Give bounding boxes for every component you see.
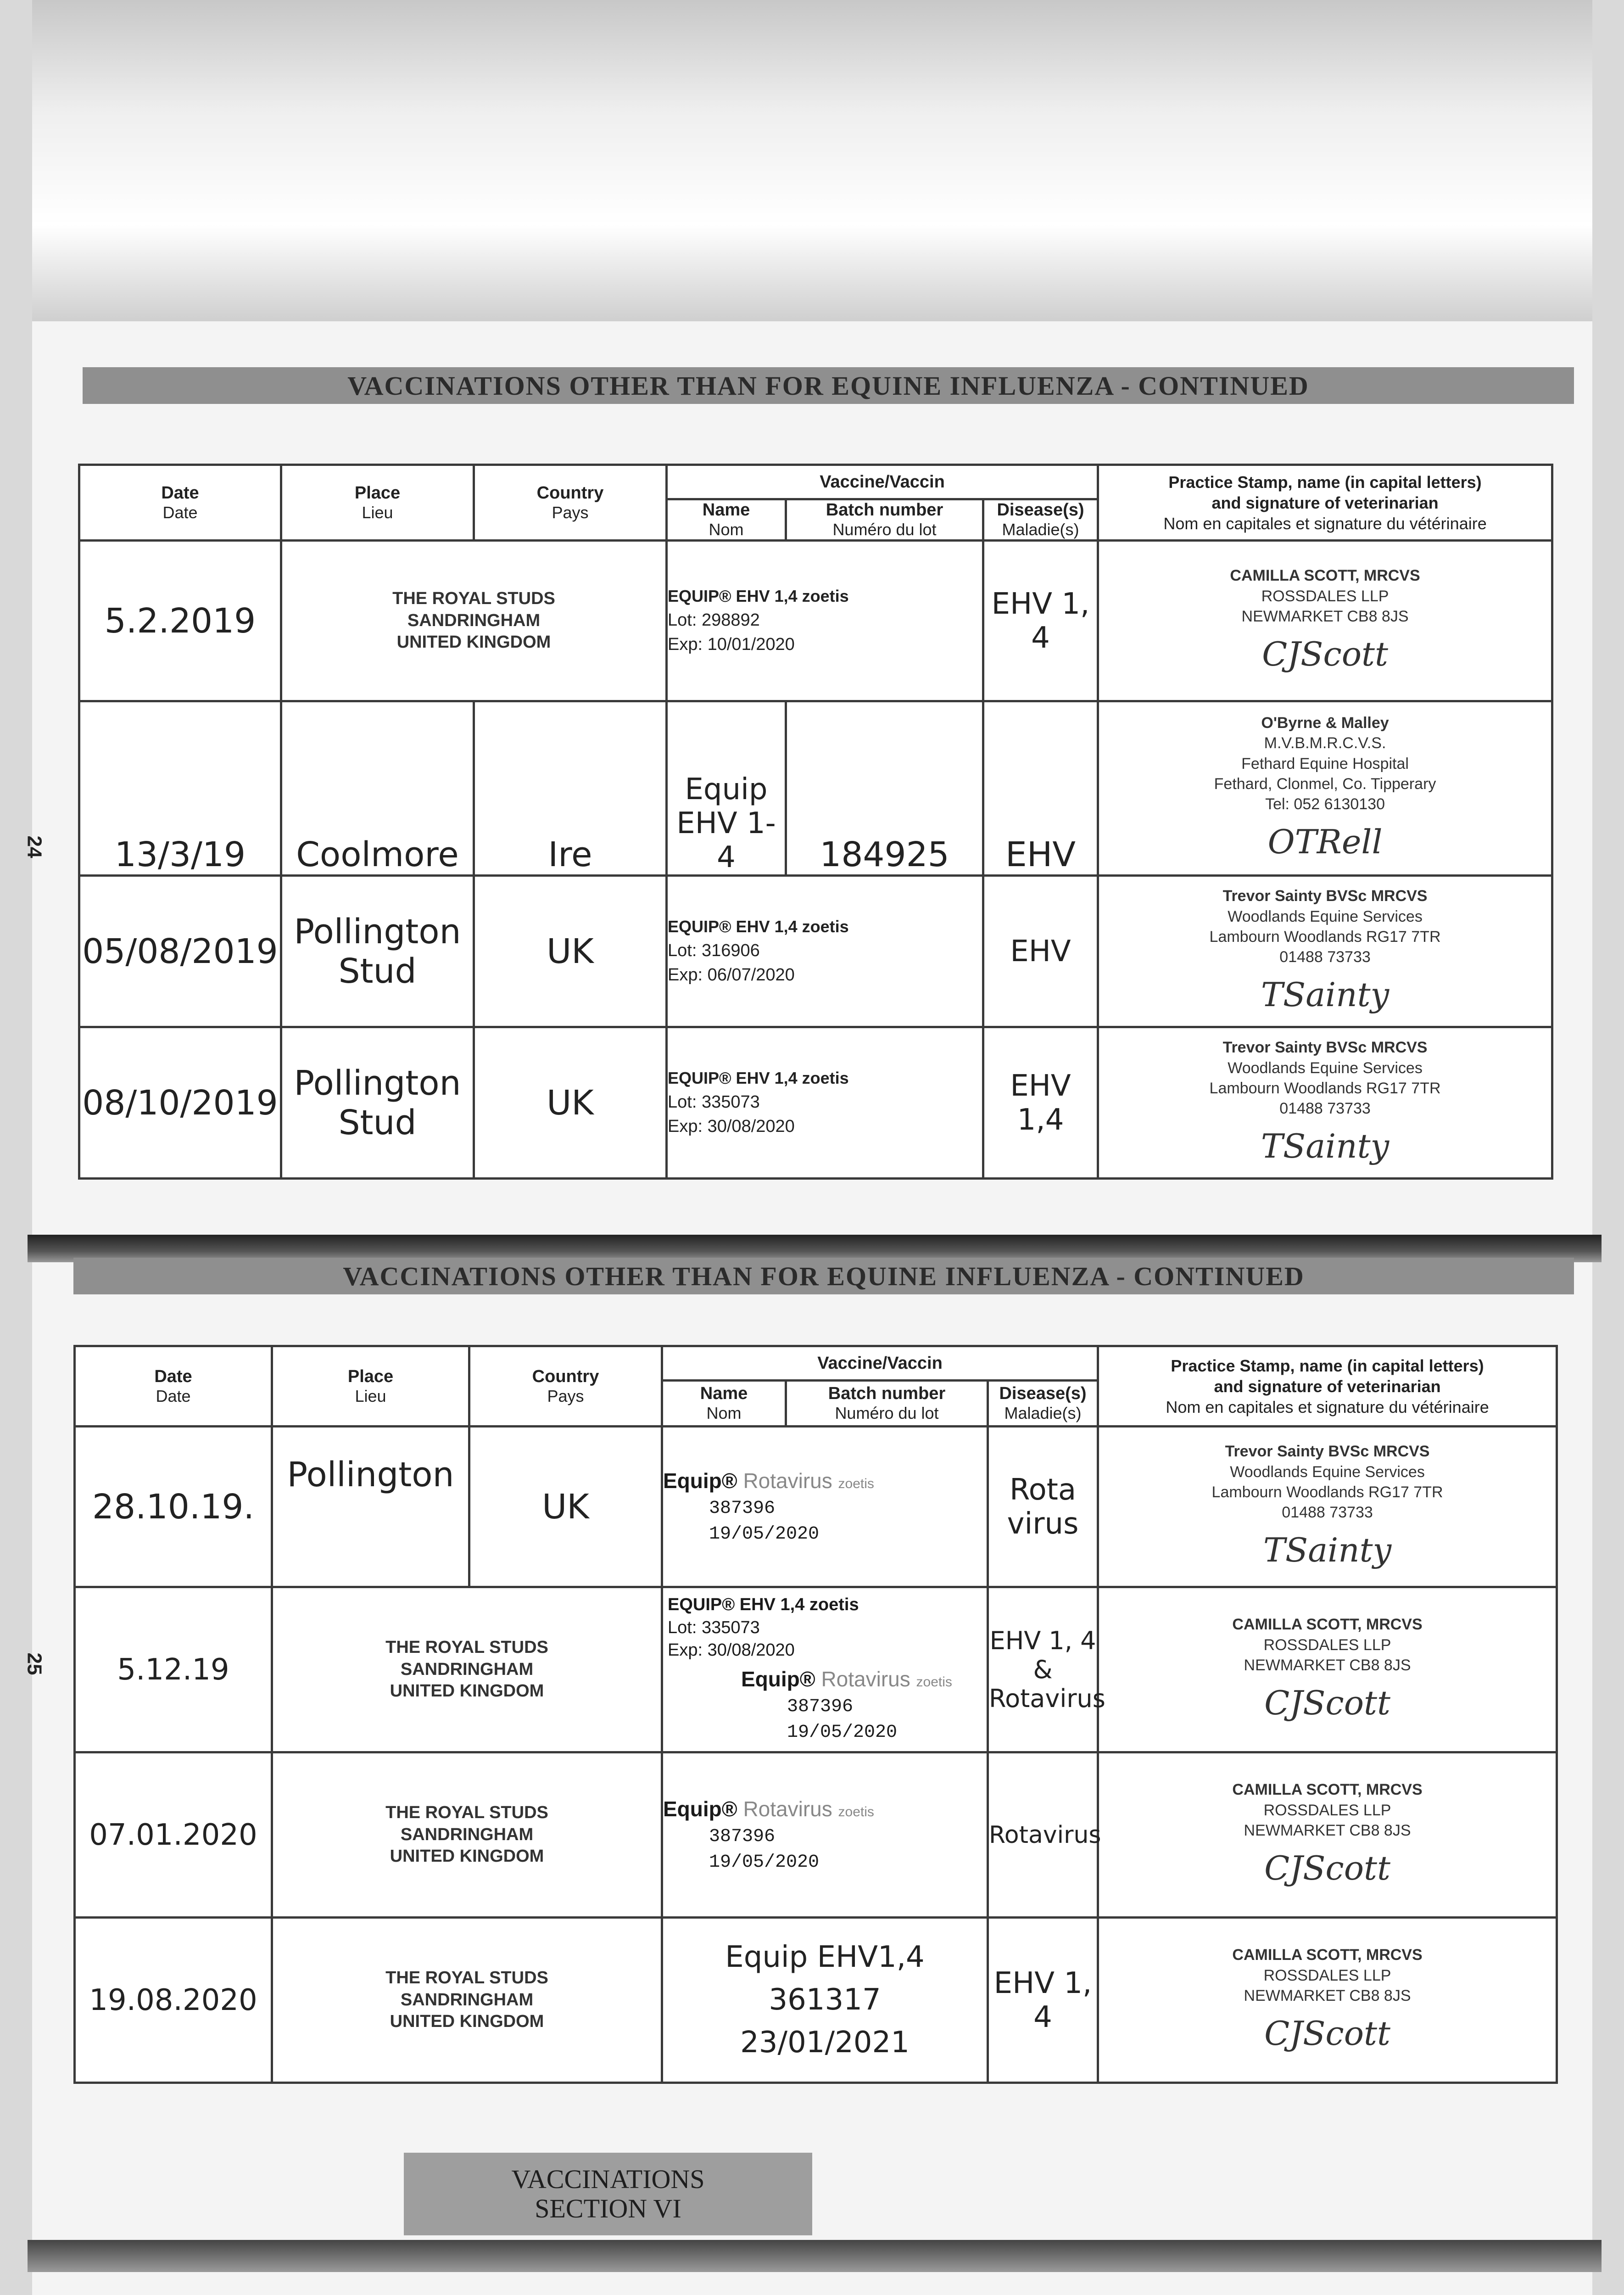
row-disease: Rotavirus: [988, 1752, 1098, 1918]
row-vet-stamp: O'Byrne & Malley M.V.B.M.R.C.V.S. Fethard Equine Hospital Fethard, Clonmel, Co. Tipperary Tel: 052 6130130 OTRell: [1098, 701, 1552, 876]
vet-signature: TSainty: [1263, 1531, 1392, 1570]
row-vaccine-stamp: EQUIP® EHV 1,4 zoetis Lot: 316906 Exp: 06/07/2020: [667, 876, 983, 1027]
row-place-stamp: THE ROYAL STUDS SANDRINGHAM UNITED KINGDOM: [272, 1587, 662, 1752]
row-disease: EHV 1, 4 & Rotavirus: [988, 1587, 1098, 1752]
row-vet-stamp: CAMILLA SCOTT, MRCVS ROSSDALES LLP NEWMARKET CB8 8JS CJScott: [1098, 1918, 1557, 2083]
page-bottom-edge: [28, 2240, 1602, 2272]
row-country: UK: [474, 876, 667, 1027]
table-row: [75, 1427, 1557, 1587]
row-vet-stamp: Trevor Sainty BVSc MRCVS Woodlands Equine Services Lambourn Woodlands RG17 7TR 01488 73733 TSainty: [1098, 1427, 1557, 1587]
row-disease: Rota virus: [988, 1427, 1098, 1587]
row-country: Ire: [474, 701, 667, 876]
row-date: 19.08.2020: [75, 1918, 272, 2083]
vaccination-table-page-25: [73, 1345, 1558, 2084]
header-vaccine-group: Vaccine/Vaccin: [667, 465, 1098, 499]
header-practice-stamp: Practice Stamp, name (in capital letters) and signature of veterinarian Nom en capitales et signature du vétérinaire: [1098, 465, 1552, 541]
row-date: 13/3/19: [79, 701, 281, 876]
row-vet-stamp: CAMILLA SCOTT, MRCVS ROSSDALES LLP NEWMARKET CB8 8JS CJScott: [1098, 541, 1552, 701]
row-disease: EHV 1, 4: [988, 1918, 1098, 2083]
header-country: Country Pays: [469, 1346, 662, 1427]
table-row: [75, 1752, 1557, 1918]
row-disease: EHV: [983, 701, 1098, 876]
header-batch: Batch number Numéro du lot: [786, 499, 983, 541]
row-vet-stamp: Trevor Sainty BVSc MRCVS Woodlands Equine Services Lambourn Woodlands RG17 7TR 01488 73733 TSainty: [1098, 1027, 1552, 1179]
row-date: 5.12.19: [75, 1587, 272, 1752]
vet-signature: OTRell: [1267, 823, 1383, 862]
vet-signature: TSainty: [1261, 1127, 1390, 1166]
table-row: [79, 1027, 1552, 1179]
row-vet-stamp: CAMILLA SCOTT, MRCVS ROSSDALES LLP NEWMARKET CB8 8JS CJScott: [1098, 1752, 1557, 1918]
header-vaccine-group: Vaccine/Vaccin: [662, 1346, 1098, 1381]
row-place: Pollington Stud: [281, 876, 474, 1027]
row-vaccine-stamps: EQUIP® EHV 1,4 zoetis Lot: 335073 Exp: 30/08/2020 Equip® Rotavirus zoetis 387396 19/05/2020: [662, 1587, 988, 1752]
header-country: Country Pays: [474, 465, 667, 541]
vet-signature: CJScott: [1264, 1683, 1390, 1722]
header-disease: Disease(s) Maladie(s): [988, 1381, 1098, 1427]
header-date: Date Date: [75, 1346, 272, 1427]
row-batch: 184925: [786, 701, 983, 876]
row-place-stamp: THE ROYAL STUDS SANDRINGHAM UNITED KINGDOM: [272, 1918, 662, 2083]
row-disease: EHV 1, 4: [983, 541, 1098, 701]
row-place-stamp: THE ROYAL STUDS SANDRINGHAM UNITED KINGDOM: [272, 1752, 662, 1918]
folded-previous-page: [32, 0, 1592, 321]
section-label-line1: VACCINATIONS: [511, 2164, 705, 2194]
header-disease: Disease(s) Maladie(s): [983, 499, 1098, 541]
row-vet-stamp: CAMILLA SCOTT, MRCVS ROSSDALES LLP NEWMARKET CB8 8JS CJScott: [1098, 1587, 1557, 1752]
table-row: [79, 876, 1552, 1027]
row-country: UK: [469, 1427, 662, 1587]
row-vet-stamp: Trevor Sainty BVSc MRCVS Woodlands Equine Services Lambourn Woodlands RG17 7TR 01488 73733 TSainty: [1098, 876, 1552, 1027]
table-row: [75, 1918, 1557, 2083]
section-title-band-top: VACCINATIONS OTHER THAN FOR EQUINE INFLUENZA - CONTINUED: [83, 367, 1574, 404]
table-row: [75, 1587, 1557, 1752]
row-vaccine-name: Equip EHV 1-4: [667, 701, 786, 876]
row-place: Coolmore: [281, 701, 474, 876]
row-date: 5.2.2019: [79, 541, 281, 701]
header-name: Name Nom: [662, 1381, 786, 1427]
header-date: Date Date: [79, 465, 281, 541]
section-label-line2: SECTION VI: [535, 2194, 681, 2223]
row-country: UK: [474, 1027, 667, 1179]
vet-signature: CJScott: [1264, 1848, 1390, 1887]
row-date: 05/08/2019: [79, 876, 281, 1027]
row-vaccine-handwritten: Equip EHV1,4 361317 23/01/2021: [662, 1918, 988, 2083]
page-number-bottom: 25: [23, 1652, 46, 1675]
vet-signature: TSainty: [1261, 975, 1390, 1014]
table-row: [79, 701, 1552, 876]
table-row: [79, 541, 1552, 701]
row-vaccine-sticker: Equip® Rotavirus zoetis 387396 19/05/2020: [662, 1427, 988, 1587]
header-name: Name Nom: [667, 499, 786, 541]
section-title-band-bottom: VACCINATIONS OTHER THAN FOR EQUINE INFLUENZA - CONTINUED: [73, 1258, 1574, 1294]
row-date: 07.01.2020: [75, 1752, 272, 1918]
row-disease: EHV: [983, 876, 1098, 1027]
vet-signature: CJScott: [1262, 634, 1388, 673]
row-date: 28.10.19.: [75, 1427, 272, 1587]
header-batch: Batch number Numéro du lot: [786, 1381, 988, 1427]
row-vaccine-stamp: EQUIP® EHV 1,4 zoetis Lot: 298892 Exp: 10/01/2020: [667, 541, 983, 701]
vet-signature: CJScott: [1264, 2014, 1390, 2053]
row-place-stamp: THE ROYAL STUDS SANDRINGHAM UNITED KINGDOM: [281, 541, 667, 701]
row-place: Pollington Stud: [281, 1027, 474, 1179]
header-place: Place Lieu: [272, 1346, 469, 1427]
header-place: Place Lieu: [281, 465, 474, 541]
row-disease: EHV 1,4: [983, 1027, 1098, 1179]
header-practice-stamp: Practice Stamp, name (in capital letters) and signature of veterinarian Nom en capitales et signature du vétérinaire: [1098, 1346, 1557, 1427]
vaccination-table-page-24: [78, 464, 1553, 1180]
row-vaccine-stamp: EQUIP® EHV 1,4 zoetis Lot: 335073 Exp: 30/08/2020: [667, 1027, 983, 1179]
row-date: 08/10/2019: [79, 1027, 281, 1179]
row-vaccine-sticker: Equip® Rotavirus zoetis 387396 19/05/2020: [662, 1752, 988, 1918]
section-label: [404, 2153, 812, 2235]
row-place: Pollington: [272, 1427, 469, 1587]
page-number-top: 24: [23, 835, 46, 858]
